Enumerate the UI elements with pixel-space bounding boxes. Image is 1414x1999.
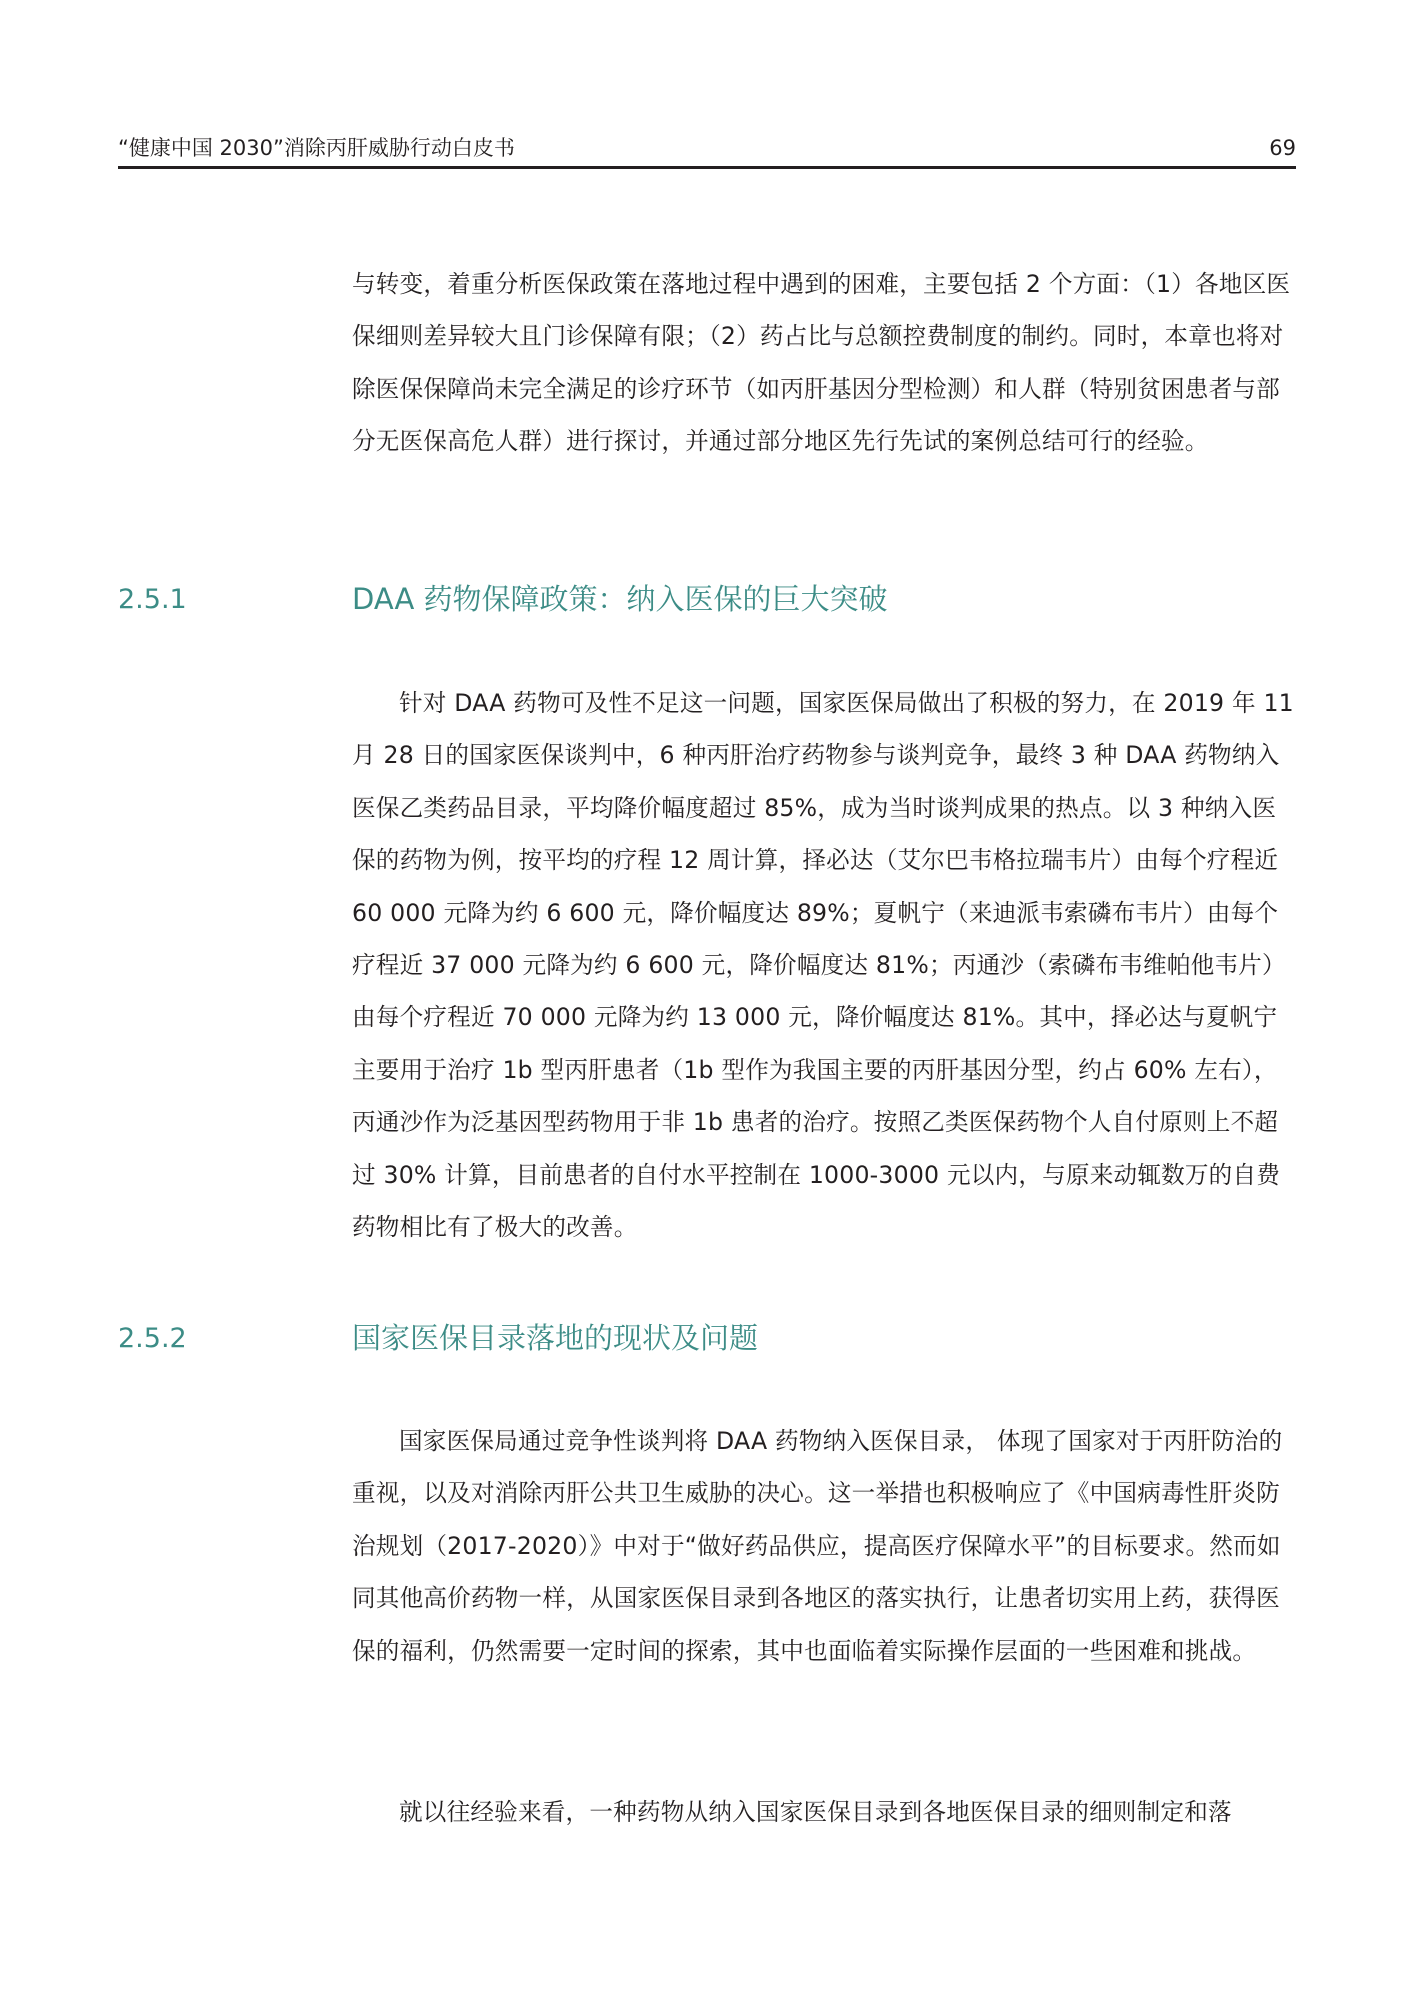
body-paragraph: 国家医保局通过竞争性谈判将 DAA 药物纳入医保目录， 体现了国家对于丙肝防治的重视，以及对消除丙肝公共卫生威胁的决心。这一举措也积极响应了《中国病毒性肝炎防治规划（2017-2020）》中对于“做好药品供应，提高医疗保障水平”的目标要求。然而如同其他高价药物一样，从国家医保目录到各地区的落实执行，让患者切实用上药，获得医保的福利，仍然需要一定时间的探索，其中也面临着实际操作层面的一些困难和挑战。 xyxy=(352,1427,1283,1665)
intro-paragraph: 与转变，着重分析医保政策在落地过程中遇到的困难，主要包括 2 个方面：（1）各地区医保细则差异较大且门诊保障有限；（2）药占比与总额控费制度的制约。同时，本章也将对除医保保障尚未完全满足的诊疗环节（如丙肝基因分型检测）和人群（特别贫困患者与部分无医保高危人群）进行探讨，并通过部分地区先行先试的案例总结可行的经验。 xyxy=(352,270,1291,456)
header-divider xyxy=(118,166,1296,169)
section-2-5-2-body-continued xyxy=(352,1786,1296,1838)
running-header xyxy=(118,128,1296,168)
body-paragraph: 就以往经验来看，一种药物从纳入国家医保目录到各地医保目录的细则制定和落 xyxy=(399,1798,1232,1826)
section-number-2-5-1: 2.5.1 xyxy=(118,584,187,615)
intro-block xyxy=(352,258,1296,468)
body-paragraph: 针对 DAA 药物可及性不足这一问题，国家医保局做出了积极的努力，在 2019 年 11 月 28 日的国家医保谈判中，6 种丙肝治疗药物参与谈判竞争，最终 3 种 DAA 药物纳入医保乙类药品目录，平均降价幅度超过 85%，成为当时谈判成果的热点。以 3 种纳入医保的药物为例，按平均的疗程 12 周计算，择必达（艾尔巴韦格拉瑞韦片）由每个疗程近 60 000 元降为约 6 600 元，降价幅度达 89%；夏帆宁（来迪派韦索磷布韦片）由每个疗程近 37 000 元降为约 6 600 元，降价幅度达 81%；丙通沙（索磷布韦维帕他韦片）由每个疗程近 70 000 元降为约 13 000 元，降价幅度达 81%。其中，择必达与夏帆宁主要用于治疗 1b 型丙肝患者（1b 型作为我国主要的丙肝基因分型，约占 60% 左右），丙通沙作为泛基因型药物用于非 1b 患者的治疗。按照乙类医保药物个人自付原则上不超过 30% 计算，目前患者的自付水平控制在 1000-3000 元以内，与原来动辄数万的自费药物相比有了极大的改善。 xyxy=(352,689,1294,1242)
section-title-2-5-1: DAA 药物保障政策：纳入医保的巨大突破 xyxy=(352,582,888,616)
section-2-5-2-body xyxy=(352,1415,1296,1677)
section-number-2-5-2: 2.5.2 xyxy=(118,1323,187,1354)
document-title: “健康中国 2030”消除丙肝威胁行动白皮书 xyxy=(118,136,515,160)
section-2-5-1-body xyxy=(352,677,1296,1253)
section-title-2-5-2: 国家医保目录落地的现状及问题 xyxy=(352,1321,759,1355)
page-number: 69 xyxy=(1269,136,1296,160)
